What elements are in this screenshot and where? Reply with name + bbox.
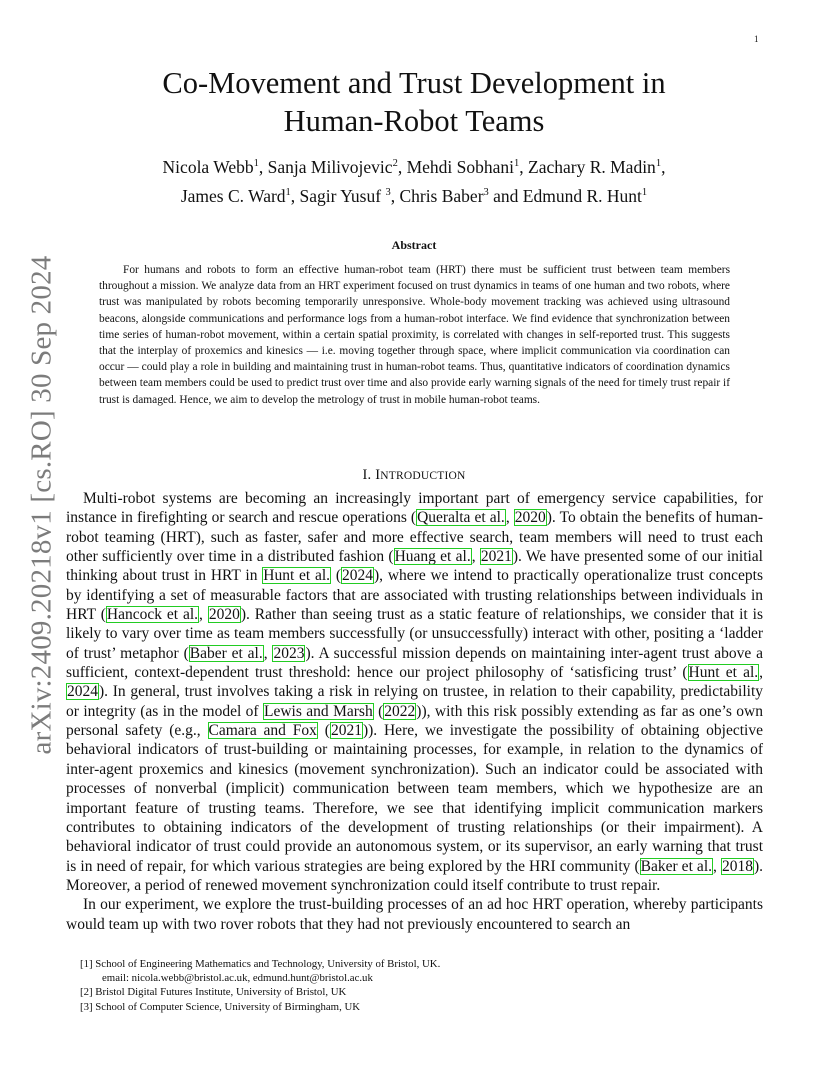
author-name: , Sagir Yusuf xyxy=(290,185,386,206)
author-name: and Edmund R. Hunt xyxy=(488,185,642,206)
author-line xyxy=(66,180,762,209)
citation-link[interactable]: Huang et al. xyxy=(394,548,471,566)
text-run: ). To obtain the benefits of human-robot teaming (HRT), such as faster, safer and more effective search, team members will need to trust each other sufficiently over time in a distributed fashion ( xyxy=(66,509,763,566)
text-run: ( xyxy=(317,722,330,740)
affiliation-mark: 3 xyxy=(385,186,391,198)
text-run: , xyxy=(471,548,480,566)
text-run: , xyxy=(759,664,764,682)
abstract-heading: Abstract xyxy=(391,238,437,252)
citation-link[interactable]: Hunt et al. xyxy=(688,664,759,682)
paragraph xyxy=(66,489,763,895)
citation-link[interactable]: Queralta et al. xyxy=(417,509,505,527)
section-initial: I xyxy=(375,467,381,483)
author-separator: , xyxy=(661,156,666,177)
abstract-text: For humans and robots to form an effective human-robot team (HRT) there must be sufficient trust between team members throughout a mission. We analyze data from an HRT experiment focused on trust dynamics in teams of one human and two robots, where trust was manipulated by robots becoming temporarily unresponsive. Whole-body movement tracking was achieved using ultrasound beacons, alongside communications and performance logs from a human-robot interface. We find evidence that synchronization between time series of human-robot movement, within a certain spatial proximity, is correlated with changes in self-reported trust. This suggests that the interplay of proxemics and kinesics — i.e. moving together through space, where implicit communication via coordination can occur — could play a role in building and maintaining trust in human-robot teams. Thus, quantitative indicators of coordination dynamics between team members could be used to predict trust over time and also provide early warning signals of the need for timely trust repair if trust is damaged. Hence, we aim to develop the metrology of trust in mobile human-robot teams. xyxy=(99,264,730,406)
author-name: , Chris Baber xyxy=(390,185,484,206)
citation-link[interactable]: 2018 xyxy=(721,857,753,875)
citation-link[interactable]: Lewis and Marsh xyxy=(264,702,373,720)
body-text xyxy=(66,489,763,934)
citation-link[interactable]: 2021 xyxy=(480,548,512,566)
page-number: 1 xyxy=(754,34,759,44)
arxiv-stamp: arXiv:2409.20218v1 [cs.RO] 30 Sep 2024 xyxy=(25,255,58,755)
author-name: James C. Ward xyxy=(180,185,286,206)
text-run: ( xyxy=(373,702,384,720)
footnote-email: email: nicola.webb@bristol.ac.uk, edmund.hunt@bristol.ac.uk xyxy=(102,972,373,985)
text-run: , xyxy=(263,644,273,662)
citation-link[interactable]: 2024 xyxy=(67,683,98,701)
citation-link[interactable]: 2020 xyxy=(208,606,240,624)
section-heading xyxy=(66,467,762,484)
section-number: I. xyxy=(362,467,376,483)
text-run: ), where we intend to practically operationalize trust concepts by identifying a set of measurable factors that are associated with trusting relationships between individuals in HRT ( xyxy=(66,567,763,624)
citation-link[interactable]: 2020 xyxy=(514,509,546,527)
affiliation-mark: 1 xyxy=(285,186,291,198)
citation-link[interactable]: 2024 xyxy=(342,567,374,585)
footnotes xyxy=(80,957,760,1014)
text-run: ). Moreover, a period of renewed movement synchronization could itself contribute to trust repair. xyxy=(66,857,763,894)
paragraph: In our experiment, we explore the trust-building processes of an ad hoc HRT operation, whereby participants would team up with two rover robots that they had not previously encountered to search an xyxy=(66,896,763,933)
paper-title xyxy=(66,64,762,140)
text-run: ( xyxy=(331,567,342,585)
text-run: )). Here, we investigate the possibility of obtaining objective behavioral indicators of trust-building or maintaining processes, for example, in relation to the dynamics of inter-agent proxemics and kinesics (movement synchronization). Such an indicator could be associated with processes of nonverbal (implicit) communication between team members, which we hypothesize are an important feature of trusting teams. Therefore, we see that identifying implicit communication markers contributes to obtaining indicators of the development of trusting relationships (or their impairment). A behavioral indicator of trust could provide an autonomous system, or its supervisor, an early warning that trust is in need of repair, for which various strategies are being explored by the HRI community ( xyxy=(66,722,763,875)
affiliation-mark: 2 xyxy=(392,158,398,169)
footnote: [3] School of Computer Science, University of Birmingham, UK xyxy=(80,1000,361,1013)
text-run: , xyxy=(713,857,721,875)
section-title-rest: NTRODUCTION xyxy=(380,470,466,482)
text-run: , xyxy=(199,606,208,624)
citation-link[interactable]: Hancock et al. xyxy=(106,606,199,624)
affiliation-mark: 1 xyxy=(514,158,520,169)
footnote: [1] School of Engineering Mathematics and Technology, University of Bristol, UK. xyxy=(80,958,441,970)
citation-link[interactable]: 2023 xyxy=(273,644,305,662)
author-name: , Zachary R. Madin xyxy=(519,156,656,177)
text-run: ). We have presented some of our initial thinking about trust in HRT in xyxy=(66,548,763,585)
author-name: , Sanja Milivojevic xyxy=(258,156,393,177)
affiliation-mark: 1 xyxy=(641,186,648,198)
text-run: , xyxy=(505,509,514,527)
text-run: ). Rather than seeing trust as a static feature of relationships, we consider that it is likely to vary over time as team members successfully (or unsuccessfully) interact with other, positing a ‘ladder of trust’ metaphor ( xyxy=(66,606,763,662)
affiliation-mark: 1 xyxy=(253,158,259,169)
citation-link[interactable]: 2021 xyxy=(330,722,362,740)
text-run: )), with this risk possibly extending as far as one’s own personal safety (e.g., xyxy=(66,702,763,740)
text-run: ). A successful mission depends on maintaining inter-agent trust above a sufficient, context-dependent trust threshold: hence our project philosophy of ‘satisficing trust’ ( xyxy=(66,644,763,682)
citation-link[interactable]: Hunt et al. xyxy=(263,567,331,585)
citation-link[interactable]: 2022 xyxy=(384,702,416,720)
author-name: , Mehdi Sobhani xyxy=(397,156,514,177)
footnote: [2] Bristol Digital Futures Institute, University of Bristol, UK xyxy=(80,986,347,999)
author-name: Nicola Webb xyxy=(162,156,254,177)
text-run: ). In general, trust involves taking a risk in relying on trustee, in relation to their capability, predictability or integrity (as in the model of xyxy=(66,683,763,720)
citation-link[interactable]: Baker et al. xyxy=(640,857,712,875)
title-line: Co-Movement and Trust Development in xyxy=(162,66,666,100)
affiliation-mark: 3 xyxy=(483,186,489,198)
citation-link[interactable]: Baber et al. xyxy=(189,644,263,662)
title-line: Human-Robot Teams xyxy=(283,104,545,138)
affiliation-mark: 1 xyxy=(655,158,662,169)
text-run: Multi-robot systems are becoming an increasingly important part of emergency service capabilities, for instance in firefighting or search and rescue operations ( xyxy=(66,490,763,527)
citation-link[interactable]: Camara and Fox xyxy=(208,722,317,740)
author-line xyxy=(66,151,762,180)
author-list xyxy=(66,151,762,209)
